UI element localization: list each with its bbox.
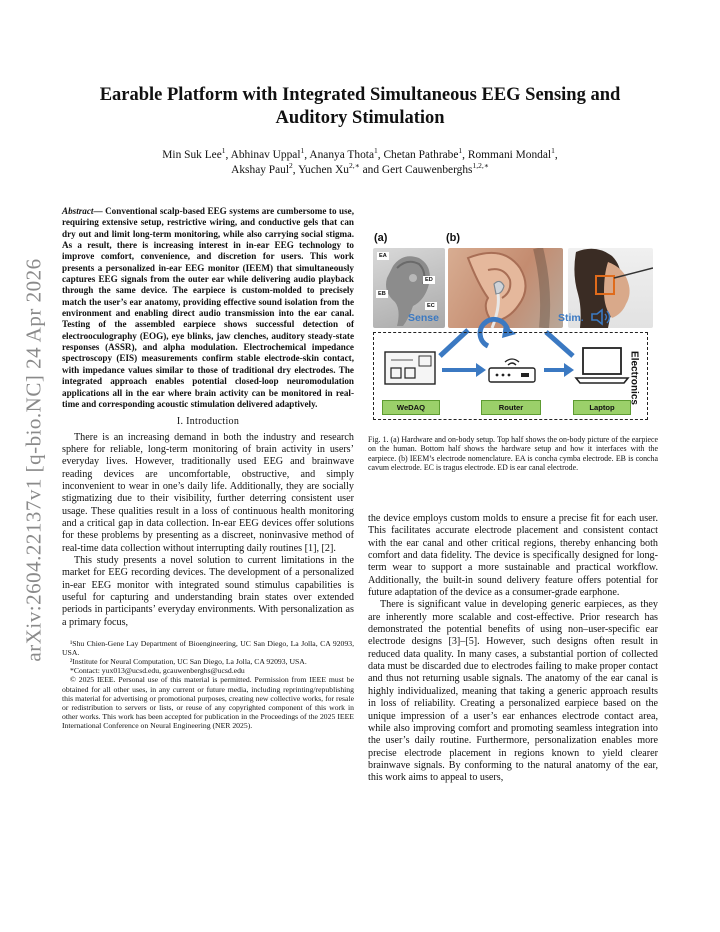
device-label-wedaq: WeDAQ (382, 400, 440, 415)
intro-paragraph-1: There is an increasing demand in both the industry and research sphere for reliable, long-term monitoring of brain activity in users’ everyday lives. However, traditionally used EEG and brainwave reading devices are uncomfortable, obstructive, and simply inconvenient to wear in one’s daily life. Additionally, they are socially stigmatizing due to their visibility, further deterring consistent user usage. These qualities result in a loss of continuous health monitoring and a critical gap in data collection. In-ear EEG devices offer solutions for these problems by presenting as a discreet, noninvasive method of real-time data collection without interrupting daily routines [1], [2]. (62, 431, 354, 554)
abstract (62, 206, 354, 410)
author-affiliation: 1 (374, 146, 378, 156)
title-line-1: Earable Platform with Integrated Simultaneous EEG Sensing and (99, 85, 621, 105)
abstract-label: Abstract (62, 206, 94, 216)
electrode-tag-eb: EB (378, 291, 386, 297)
electrode-tag-ea: EA (379, 253, 387, 259)
author-name: Min Suk Lee (162, 149, 222, 161)
right-column (368, 513, 658, 785)
arxiv-stamp-text: arXiv:2604.22137v1 [q-bio.NC] 24 Apr 2026 (21, 258, 46, 662)
figure-1-caption: Fig. 1. (a) Hardware and on-body setup. Top half shows the on-body picture of the earpiece on the human. Bottom half shows the hardware setup and how it interfaces with the earpiece. (b) IEEM’s electrode nomenclature. EA is concha cymba electrode. EB is concha cavum electrode. EC is tragus electrode. ED is ear canal electrode. (368, 435, 658, 473)
author-list (70, 148, 650, 178)
author-name: Ananya Thota (309, 149, 374, 161)
abstract-text: — Conventional scalp-based EEG systems are cumbersome to use, requiring extensive setup, restrictive wiring, and conductive gels that can dry out and limit long-term monitoring, while also carrying social stigma. As a result, there is increasing interest in in-ear EEG technology to improve comfort, convenience, and discretion for users. This work presents a personalized in-ear EEG monitor (IEEM) that simultaneously captures EEG signals from the outer ear while delivering audio playback through the same device. The earpiece is custom-molded to precisely match the user’s ear anatomy, providing effective sound isolation from the environment and enabling direct audio transmission into the ear canal. Testing of the assembled earpiece shows successful detection of electrooculography (EOG), eye blinks, jaw clenches, auditory steady-state responses (ASSR), and alpha modulation. Electrochemical impedance spectroscopy (EIS) measurements confirm stable electrode-skin contact, with impedance values similar to those of traditional dry electrodes. The integrated approach enables potential closed-loop neuromodulation applications all in the ear where brain activity can be monitored in real-time and corresponding acoustic stimulation delivered adaptively. (62, 206, 354, 409)
electronics-label: Electronics (628, 351, 640, 405)
left-column (62, 206, 354, 730)
footnote-copyright: © 2025 IEEE. Personal use of this material is permitted. Permission from IEEE must be obtained for all other uses, in any current or future media, including reprinting/republishing this material for advertising or promotional purposes, creating new collective works, for resale or redistribution to servers or lists, or reuse of any copyrighted component of this work in other works. This work has been accepted for publication in the Proceedings of the 2025 IEEE International Conference on Neural Engineering (NER 2025). (62, 675, 354, 730)
author-name: Chetan Pathrabe (383, 149, 459, 161)
section-heading-introduction: I. Introduction (176, 416, 240, 428)
arxiv-side-stamp (14, 225, 54, 695)
author-affiliation: 1,2,∗ (472, 161, 489, 171)
footnotes (62, 639, 354, 730)
figure-1 (368, 228, 658, 430)
stim-label: Stim. (558, 312, 584, 324)
author-affiliation: 1 (221, 146, 226, 156)
right-paragraph-1: the device employs custom molds to ensure a precise fit for each user. This facilitates accurate electrode placement and consistent contact with the ear canal and other critical regions, thereby enhancing both comfort and data fidelity. The device is specifically designed for long-term wear to support a more sustainable and practical workflow. Additionally, the built-in sound delivery feature offers potential for future adaptation of the device as a consumer-grade earphone. (368, 513, 658, 599)
author-affiliation: 1 (551, 146, 555, 156)
footnote-affiliation-2: ²Institute for Neural Computation, UC San Diego, La Jolla, CA 92093, USA. (70, 657, 307, 667)
author-name: Akshay Paul (231, 164, 290, 176)
sense-label: Sense (408, 312, 439, 324)
author-affiliation: 1 (300, 146, 305, 156)
intro-paragraph-2: This study presents a novel solution to current limitations in the market for EEG recording devices. The development of a personalized in-ear EEG monitor with integrated sound stimulus capabilities is useful for capturing and understanding brain states over extended periods in participants’ everyday environments. With personalization as a primary focus, (62, 554, 354, 628)
figure-label-b: (b) (446, 232, 461, 244)
author-name: Abhinav Uppal (230, 149, 301, 161)
footnote-contact: *Contact: yux013@ucsd.edu, gcauwenberghs@ucsd.edu (70, 666, 245, 676)
figure-label-a: (a) (374, 232, 388, 244)
author-affiliation: 2,∗ (349, 161, 360, 171)
paper-title (70, 84, 650, 130)
footnote-affiliation-1: ¹Shu Chien-Gene Lay Department of Bioengineering, UC San Diego, La Jolla, CA 92093, USA. (62, 639, 354, 658)
author-affiliation: 1 (458, 146, 463, 156)
title-line-2: Auditory Stimulation (275, 108, 445, 128)
device-label-router: Router (481, 400, 541, 415)
author-name: Yuchen Xu (298, 164, 350, 176)
device-label-laptop: Laptop (573, 400, 631, 415)
author-line-2: Akshay Paul$^2$, Yuchen $Xu^{2,∗}$ and Gert Cauwenberghs$^{1,2,∗}$ (231, 161, 489, 176)
author-name: Gert Cauwenberghs (381, 164, 473, 176)
author-name: Rommani Mondal (467, 149, 552, 161)
author-affiliation: 2 (289, 161, 293, 171)
right-paragraph-2: There is significant value in developing generic earpieces, as they are inherently more scalable and cost-effective. Prior research has demonstrated the potential benefits of using non–user-specific ear electrode designs [3]–[5]. However, such designs often result in reduced data quality. In many cases, a substantial portion of collected data must be discarded due to electrodes failing to make proper contact and thus not returning usable signals. The anatomy of the ear canal is highly individualized, meaning that taking a generic approach results in loss of reliability. Creating a personalized earpiece based on the unique impression of a user’s ear enhances electrode contact area, while also improving comfort and promoting seamless integration into the user’s daily routine. Furthermore, personalization enables more precise electrode placement in regions known to yield clearer brainwave signals. By conforming to the natural anatomy of the ear, this work aims to appeal to users, (368, 599, 658, 784)
electrode-tag-ec: EC (427, 303, 435, 309)
electrode-tag-ed: ED (425, 277, 433, 283)
author-line-1: Min Suk Lee$^1$, Abhinav Uppal$^1$, Ananya Thota$^1$, Chetan Pathrabe$^1$, Rommani Mondal$^1$, (162, 146, 558, 161)
